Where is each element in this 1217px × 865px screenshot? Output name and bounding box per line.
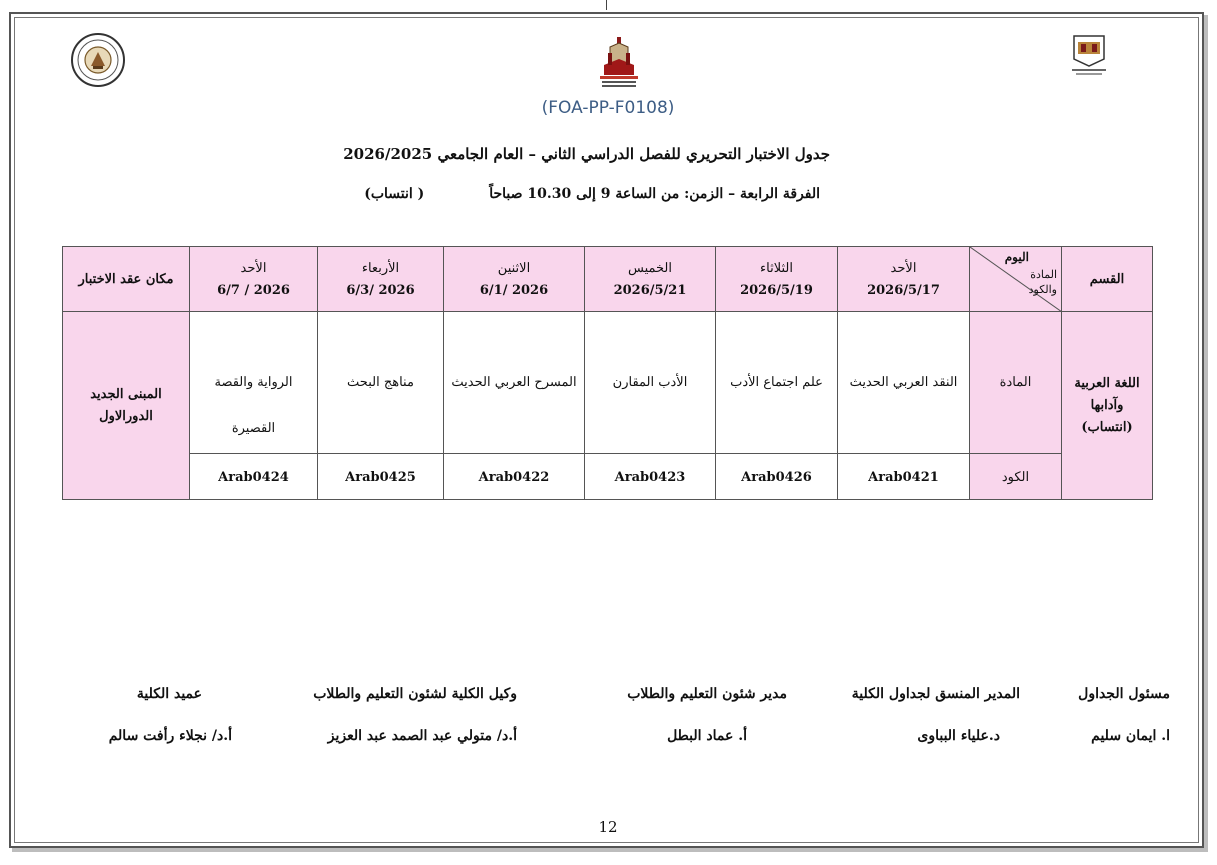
code-label-cell: [970, 454, 1062, 500]
subject-row: [63, 312, 1153, 454]
day-header: [838, 247, 970, 312]
subtitle-enrollment: ( انتساب): [364, 186, 425, 202]
code-cell: [585, 454, 716, 500]
subtitle-time: الفرقة الرابعة – الزمن: من الساعة 9 إلى 10.30 صباحاً: [489, 186, 820, 202]
top-tick-mark: [606, 0, 607, 10]
day-date: 2026 /6/1: [479, 282, 549, 298]
department-line3: (انتساب): [1081, 419, 1133, 435]
diag-day-label: اليوم: [1004, 250, 1029, 264]
signature-student-affairs-director: [627, 686, 787, 744]
signature-schedules-officer: [1078, 686, 1170, 744]
exam-schedule-table: [62, 246, 1153, 500]
subject-cell: [444, 312, 585, 454]
day-header: [318, 247, 444, 312]
frame-shadow: [1204, 15, 1208, 852]
subject-name: علم اجتماع الأدب: [730, 375, 823, 390]
subject-label-cell: [970, 312, 1062, 454]
subject-cell: [716, 312, 838, 454]
signature-role: مسئول الجداول: [1078, 686, 1170, 702]
subject-cell: [190, 312, 318, 454]
diagonal-header-cell: [970, 247, 1062, 312]
day-header: [716, 247, 838, 312]
code-label: الكود: [1001, 470, 1030, 485]
form-code: (FOA-PP-F0108): [541, 98, 675, 118]
subject-name: [190, 312, 317, 452]
exam-subtitle: [300, 186, 820, 202]
header-row: [63, 247, 1153, 312]
day-date: 2026/5/19: [740, 282, 813, 298]
day-header: [444, 247, 585, 312]
signature-name: ا. ايمان سليم: [1091, 728, 1170, 744]
signature-name: أ. عماد البطل: [667, 728, 747, 744]
day-header: [585, 247, 716, 312]
subject-cell: [318, 312, 444, 454]
code-cell: [444, 454, 585, 500]
venue-cell: [63, 312, 190, 500]
subject-name: الأدب المقارن: [612, 375, 688, 390]
subject-name-line1: الرواية والقصة: [214, 375, 293, 390]
subject-code: Arab0422: [478, 470, 550, 485]
code-cell: [318, 454, 444, 500]
day-name: الأحد: [890, 260, 917, 276]
subject-code: Arab0423: [614, 470, 686, 485]
day-date: 2026/5/17: [867, 282, 940, 298]
signature-role: وكيل الكلية لشئون التعليم والطلاب: [313, 686, 517, 702]
day-date: 2026 /6/3: [346, 282, 415, 298]
subject-code: Arab0424: [218, 470, 289, 485]
diag-sub-line1: المادة: [1030, 268, 1057, 281]
signature-dean: [109, 686, 232, 744]
signature-role: مدير شئون التعليم والطلاب: [627, 686, 787, 702]
dept-header: القسم: [1062, 247, 1153, 312]
signature-role: عميد الكلية: [136, 686, 202, 702]
subject-name: النقد العربي الحديث: [849, 375, 958, 390]
department-line2: وآدابها: [1090, 397, 1124, 413]
code-cell: [716, 454, 838, 500]
day-name: الأحد: [240, 260, 267, 276]
subject-name-line2: القصيرة: [231, 421, 276, 436]
diag-sub-line2: والكود: [1028, 283, 1057, 296]
cairo-university-logo: [1068, 33, 1110, 77]
signature-vice-dean: [313, 686, 517, 744]
subject-label: المادة: [999, 375, 1032, 390]
university-seal-logo: [71, 33, 125, 87]
venue-line2: الدورالاول: [99, 408, 153, 424]
signature-name: أ.د/ نجلاء رأفت سالم: [108, 728, 232, 744]
day-name: الخميس: [628, 260, 672, 276]
subject-name: مناهج البحث: [347, 375, 414, 390]
page-number: 12: [598, 818, 618, 836]
frame-shadow: [12, 848, 1207, 852]
signature-schedules-coordinator: [852, 686, 1020, 744]
venue-header: مكان عقد الاختبار: [63, 247, 190, 312]
venue-line1: المبنى الجديد: [90, 386, 162, 402]
code-row: [63, 454, 1153, 500]
department-cell: [1062, 312, 1153, 500]
subject-cell: [585, 312, 716, 454]
day-header: [190, 247, 318, 312]
day-date: 2026 / 6/7: [217, 282, 290, 298]
day-name: الثلاثاء: [760, 260, 793, 276]
signature-name: د.علياء البباوى: [917, 728, 1000, 744]
faculty-logo: [596, 35, 642, 93]
signature-name: أ.د/ متولي عبد الصمد عبد العزيز: [327, 728, 517, 744]
subject-cell: [838, 312, 970, 454]
day-name: الاثنين: [497, 260, 531, 276]
subject-name: المسرح العربي الحديث: [451, 375, 577, 390]
page-title: جدول الاختبار التحريري للفصل الدراسي الثاني – العام الجامعي 2026/2025: [343, 145, 830, 163]
day-date: 2026/5/21: [613, 282, 687, 298]
subject-code: Arab0426: [741, 470, 812, 485]
subject-code: Arab0425: [345, 470, 416, 485]
diag-subject-code-label: [1029, 267, 1057, 297]
code-cell: [190, 454, 318, 500]
department-line1: اللغة العربية: [1074, 375, 1140, 391]
signature-role: المدير المنسق لجداول الكلية: [851, 686, 1020, 702]
day-name: الأربعاء: [361, 260, 400, 276]
code-cell: [838, 454, 970, 500]
subject-code: Arab0421: [868, 470, 939, 485]
